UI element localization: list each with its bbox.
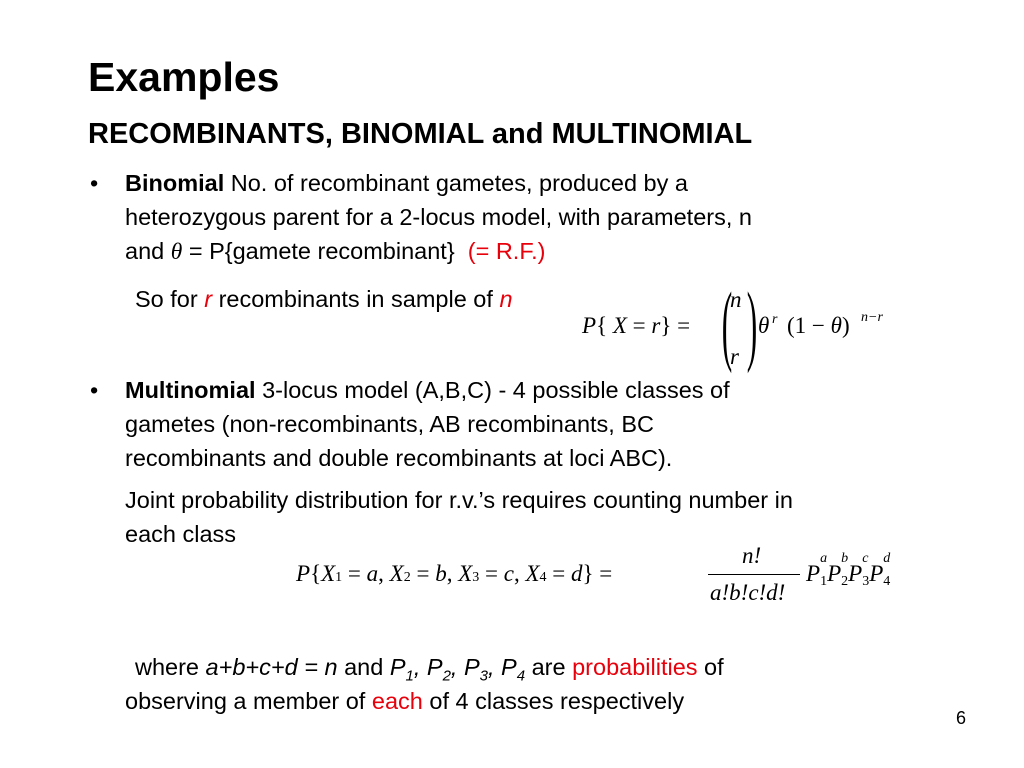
multinomial-line-3: recombinants and double recombinants at loci ABC). xyxy=(125,445,673,471)
where-each: each xyxy=(371,688,423,714)
slide-subtitle: RECOMBINANTS, BINOMIAL and MULTINOMIAL xyxy=(88,118,753,150)
where-observing: observing a member of xyxy=(125,688,366,714)
binom-top: n xyxy=(730,287,742,312)
binom-bottom: r xyxy=(730,344,739,369)
binom-right-paren: ) xyxy=(746,275,758,374)
slide-title: Examples xyxy=(88,54,280,100)
binomial-so-for xyxy=(135,282,513,316)
binomial-text-1: No. of recombinant gametes, produced by a xyxy=(230,170,688,196)
so-for-recomb: recombinants in sample of xyxy=(218,286,493,312)
where-line-2 xyxy=(125,684,684,718)
so-for-r: r xyxy=(204,286,213,312)
multinomial-text-1: 3-locus model (A,B,C) - 4 possible classes of xyxy=(262,377,730,403)
formula1-exp-n-minus-r: n−r xyxy=(861,310,883,325)
where-and: and xyxy=(344,654,384,680)
page-number: 6 xyxy=(955,708,966,728)
binomial-line-2: heterozygous parent for a 2-locus model, with parameters, n xyxy=(125,204,752,230)
multinomial-line-1 xyxy=(125,373,730,407)
where-probabilities: probabilities xyxy=(572,654,698,680)
so-for-text: So for xyxy=(135,286,198,312)
joint-line-2: each class xyxy=(125,521,237,547)
where-are: are xyxy=(531,654,566,680)
binom-left-paren: ( xyxy=(721,275,733,374)
formula1-theta: θ xyxy=(758,313,770,338)
formula1-one-minus-theta: (1 − θ) xyxy=(787,313,850,338)
multinomial-label: Multinomial xyxy=(125,377,256,403)
multinomial-frac-den: a!b!c!d! xyxy=(710,580,786,605)
multinomial-formula-lhs: P{X1 = a, X2 = b, X3 = c, X4 = d} = xyxy=(296,561,613,586)
binomial-theta: θ xyxy=(170,239,183,265)
where-sum: a+b+c+d = n xyxy=(205,654,338,680)
where-word: where xyxy=(135,654,200,680)
binomial-and: and xyxy=(125,238,165,264)
bullet-multinomial: • xyxy=(90,377,99,403)
where-of: of xyxy=(704,654,724,680)
where-classes: of 4 classes respectively xyxy=(429,688,685,714)
multinomial-probs: P a 1P b 2P c 3P d 4 xyxy=(806,551,891,589)
joint-line-1: Joint probability distribution for r.v.’s requires counting number in xyxy=(125,487,793,513)
multinomial-line-2: gametes (non-recombinants, AB recombinants, BC xyxy=(125,411,655,437)
formula1-lhs: P{ X = r} = xyxy=(582,313,691,338)
bullet-binomial: • xyxy=(90,170,99,196)
binomial-prob-def: = P{gamete recombinant} xyxy=(188,238,455,264)
formula1-exp-r: r xyxy=(772,312,778,327)
fraction-bar xyxy=(708,574,800,575)
binomial-label: Binomial xyxy=(125,170,225,196)
binomial-line-1 xyxy=(125,166,688,200)
multinomial-frac-num: n! xyxy=(742,543,762,568)
binomial-line-3 xyxy=(125,234,545,269)
where-line-1: where a+b+c+d = n and $P_1$, $P_2$, $P_3$, $P_4$ are probabilities of xyxy=(135,654,724,685)
so-for-n: n xyxy=(499,286,513,312)
binomial-rf: (= R.F.) xyxy=(467,238,546,264)
